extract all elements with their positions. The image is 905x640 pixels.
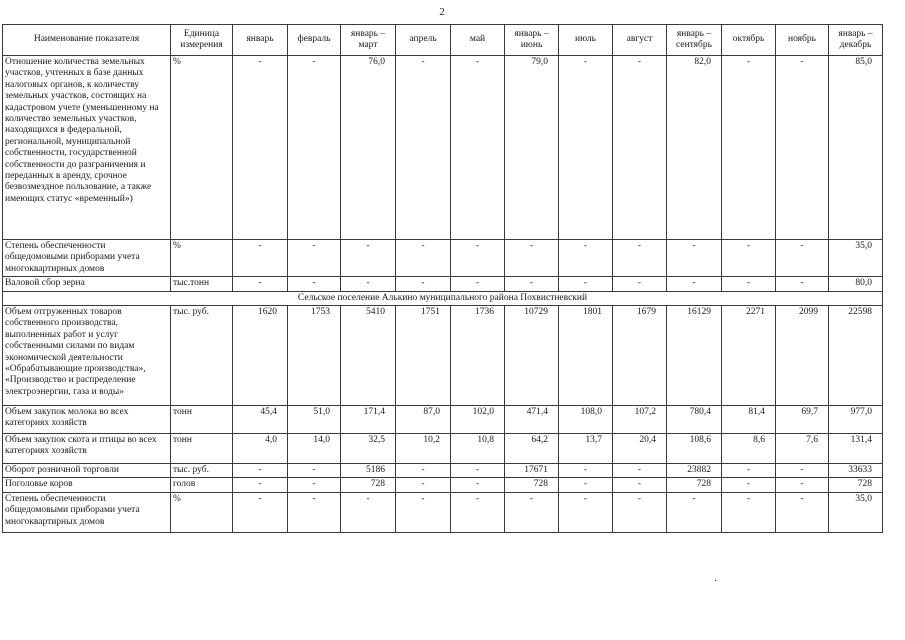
value-cell: 1751 xyxy=(396,305,451,405)
value-cell: 82,0 xyxy=(667,56,722,240)
value-cell: 23882 xyxy=(667,463,722,477)
indicator-name: Объем закупок молока во всех категориях хозяйств xyxy=(3,405,171,433)
value-cell: - xyxy=(559,277,613,291)
value-cell: 4,0 xyxy=(233,433,288,463)
value-cell: - xyxy=(776,277,829,291)
value-cell: - xyxy=(396,56,451,240)
value-cell: 1753 xyxy=(288,305,341,405)
value-cell: - xyxy=(667,492,722,532)
value-cell: - xyxy=(505,492,559,532)
value-cell: - xyxy=(559,56,613,240)
value-cell: - xyxy=(776,240,829,277)
value-cell: 10729 xyxy=(505,305,559,405)
value-cell: - xyxy=(505,277,559,291)
value-cell: 32,5 xyxy=(341,433,396,463)
value-cell: - xyxy=(722,277,776,291)
table-row xyxy=(3,405,883,433)
value-cell: - xyxy=(559,463,613,477)
value-cell: 728 xyxy=(505,478,559,492)
value-cell: - xyxy=(776,56,829,240)
indicator-name: Степень обеспеченности общедомовыми приборами учета многоквартирных домов xyxy=(3,240,171,277)
value-cell: - xyxy=(613,277,667,291)
value-cell: - xyxy=(396,478,451,492)
table-row xyxy=(3,305,883,405)
column-header: Наименование показателя xyxy=(3,25,171,56)
value-cell: 85,0 xyxy=(829,56,883,240)
table-row xyxy=(3,277,883,291)
value-cell: 35,0 xyxy=(829,240,883,277)
section-title: Сельское поселение Алькино муниципального района Похвистневский xyxy=(3,291,883,305)
column-header: Единица измерения xyxy=(171,25,233,56)
value-cell: 977,0 xyxy=(829,405,883,433)
value-cell: 2271 xyxy=(722,305,776,405)
value-cell: - xyxy=(288,56,341,240)
value-cell: - xyxy=(667,240,722,277)
unit-cell: тыс.тонн xyxy=(171,277,233,291)
value-cell: - xyxy=(559,492,613,532)
value-cell: 108,0 xyxy=(559,405,613,433)
value-cell: - xyxy=(233,478,288,492)
value-cell: - xyxy=(341,240,396,277)
value-cell: 69,7 xyxy=(776,405,829,433)
value-cell: 13,7 xyxy=(559,433,613,463)
column-header: январь – сентябрь xyxy=(667,25,722,56)
unit-cell: тонн xyxy=(171,433,233,463)
value-cell: - xyxy=(667,277,722,291)
value-cell: - xyxy=(451,492,505,532)
value-cell: - xyxy=(722,478,776,492)
table-row xyxy=(3,463,883,477)
column-header: январь – июнь xyxy=(505,25,559,56)
value-cell: 87,0 xyxy=(396,405,451,433)
column-header: январь xyxy=(233,25,288,56)
table-row xyxy=(3,240,883,277)
column-header: январь – март xyxy=(341,25,396,56)
indicator-name: Оборот розничной торговли xyxy=(3,463,171,477)
value-cell: 10,2 xyxy=(396,433,451,463)
value-cell: - xyxy=(288,492,341,532)
value-cell: 171,4 xyxy=(341,405,396,433)
value-cell: - xyxy=(451,478,505,492)
value-cell: 1679 xyxy=(613,305,667,405)
value-cell: - xyxy=(776,478,829,492)
column-header: апрель xyxy=(396,25,451,56)
value-cell: 35,0 xyxy=(829,492,883,532)
value-cell: 8,6 xyxy=(722,433,776,463)
stray-mark: · xyxy=(714,576,718,587)
value-cell: - xyxy=(451,240,505,277)
unit-cell: % xyxy=(171,56,233,240)
table-row xyxy=(3,56,883,240)
value-cell: - xyxy=(396,240,451,277)
value-cell: 64,2 xyxy=(505,433,559,463)
value-cell: 107,2 xyxy=(613,405,667,433)
value-cell: - xyxy=(776,463,829,477)
value-cell: - xyxy=(613,463,667,477)
page-number: 2 xyxy=(439,6,445,18)
indicators-table xyxy=(2,24,883,533)
value-cell: 45,4 xyxy=(233,405,288,433)
value-cell: 10,8 xyxy=(451,433,505,463)
value-cell: 17671 xyxy=(505,463,559,477)
value-cell: - xyxy=(233,492,288,532)
value-cell: 14,0 xyxy=(288,433,341,463)
column-header: август xyxy=(613,25,667,56)
table-row xyxy=(3,492,883,532)
unit-cell: голов xyxy=(171,478,233,492)
value-cell: 5186 xyxy=(341,463,396,477)
value-cell: - xyxy=(288,277,341,291)
column-header: май xyxy=(451,25,505,56)
value-cell: - xyxy=(396,277,451,291)
section-row xyxy=(3,291,883,305)
value-cell: - xyxy=(559,478,613,492)
value-cell: 79,0 xyxy=(505,56,559,240)
value-cell: - xyxy=(776,492,829,532)
value-cell: - xyxy=(722,240,776,277)
unit-cell: % xyxy=(171,492,233,532)
value-cell: 2099 xyxy=(776,305,829,405)
column-header: октябрь xyxy=(722,25,776,56)
value-cell: 5410 xyxy=(341,305,396,405)
value-cell: 80,0 xyxy=(829,277,883,291)
value-cell: 51,0 xyxy=(288,405,341,433)
indicator-name: Поголовье коров xyxy=(3,478,171,492)
value-cell: 33633 xyxy=(829,463,883,477)
value-cell: 131,4 xyxy=(829,433,883,463)
value-cell: - xyxy=(233,240,288,277)
table-body xyxy=(3,56,883,533)
value-cell: 20,4 xyxy=(613,433,667,463)
value-cell: - xyxy=(451,277,505,291)
value-cell: - xyxy=(613,492,667,532)
value-cell: - xyxy=(722,56,776,240)
value-cell: 16129 xyxy=(667,305,722,405)
value-cell: 102,0 xyxy=(451,405,505,433)
value-cell: 7,6 xyxy=(776,433,829,463)
value-cell: 471,4 xyxy=(505,405,559,433)
value-cell: - xyxy=(613,240,667,277)
value-cell: 1736 xyxy=(451,305,505,405)
value-cell: 76,0 xyxy=(341,56,396,240)
value-cell: - xyxy=(288,463,341,477)
value-cell: - xyxy=(613,56,667,240)
indicator-name: Объем закупок скота и птицы во всех категориях хозяйств xyxy=(3,433,171,463)
value-cell: - xyxy=(559,240,613,277)
value-cell: - xyxy=(233,56,288,240)
column-header: ноябрь xyxy=(776,25,829,56)
indicator-name: Валовой сбор зерна xyxy=(3,277,171,291)
value-cell: - xyxy=(341,277,396,291)
column-header: февраль xyxy=(288,25,341,56)
value-cell: 1801 xyxy=(559,305,613,405)
value-cell: - xyxy=(451,463,505,477)
value-cell: - xyxy=(396,463,451,477)
value-cell: - xyxy=(341,492,396,532)
indicator-name: Степень обеспеченности общедомовыми приборами учета многоквартирных домов xyxy=(3,492,171,532)
value-cell: - xyxy=(233,463,288,477)
value-cell: - xyxy=(451,56,505,240)
value-cell: - xyxy=(233,277,288,291)
value-cell: 780,4 xyxy=(667,405,722,433)
value-cell: - xyxy=(396,492,451,532)
unit-cell: % xyxy=(171,240,233,277)
table-header-row xyxy=(3,25,883,56)
value-cell: 108,6 xyxy=(667,433,722,463)
value-cell: 728 xyxy=(829,478,883,492)
value-cell: 1620 xyxy=(233,305,288,405)
unit-cell: тыс. руб. xyxy=(171,463,233,477)
table-row xyxy=(3,433,883,463)
value-cell: 81,4 xyxy=(722,405,776,433)
value-cell: - xyxy=(505,240,559,277)
unit-cell: тыс. руб. xyxy=(171,305,233,405)
indicator-name: Отношение количества земельных участков, учтенных в базе данных налоговых органов, к количеству земельных участков, состоящих на кадастровом учете (уменьшенному на количество земельных участков, находящихся в федеральной, региональной, муниципальной собственности, государственной собственности до разграничения и переданных в аренду, срочное безвозмездное пользование, а также имеющих статус «временный») xyxy=(3,56,171,240)
value-cell: 22598 xyxy=(829,305,883,405)
unit-cell: тонн xyxy=(171,405,233,433)
value-cell: - xyxy=(613,478,667,492)
value-cell: - xyxy=(288,478,341,492)
indicator-name: Объем отгруженных товаров собственного производства, выполненных работ и услуг собственными силами по видам экономической деятельности «Обрабатывающие производства», «Производство и распределение электроэнергии, газа и воды» xyxy=(3,305,171,405)
value-cell: - xyxy=(288,240,341,277)
value-cell: - xyxy=(722,492,776,532)
column-header: июль xyxy=(559,25,613,56)
table-row xyxy=(3,478,883,492)
value-cell: 728 xyxy=(341,478,396,492)
value-cell: - xyxy=(722,463,776,477)
value-cell: 728 xyxy=(667,478,722,492)
column-header: январь – декабрь xyxy=(829,25,883,56)
